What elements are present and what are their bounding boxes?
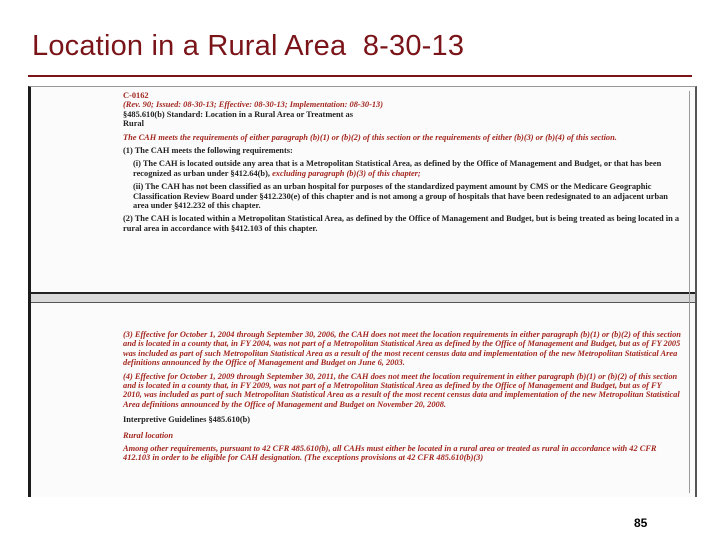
document-excerpt-top: [31, 87, 695, 292]
doc-rural-location-heading: Rural location: [123, 430, 174, 440]
title-underline: [28, 75, 692, 77]
doc-rural-location-text: Among other requirements, pursuant to 42 CFR 485.610(b), all CAHs must either be located in a rural area or treated as rural in accordance with 42 CFR 412.103 in order to be eligible for CAH designation. (The exceptions provisions at 42 CFR 485.610(b)(3): [123, 444, 657, 463]
doc-p1-ii: (ii) The CAH has not been classified as an urban hospital for purposes of the standardized payment amount by CMS or the Medicare Geographic Classification Review Board under §412.230(e) of this chapter and is not among a group of hospitals that have been redesignated to an adjacent urban area under §412.232 of this chapter.: [133, 182, 668, 211]
doc-revision: (Rev. 90; Issued: 08-30-13; Effective: 08-30-13; Implementation: 08-30-13): [123, 100, 384, 110]
doc-standard-line2: Rural: [123, 119, 144, 129]
doc-p1-heading: (1) The CAH meets the following requirements:: [123, 146, 293, 156]
document-image: [28, 86, 697, 497]
document-excerpt-bottom: [31, 300, 695, 497]
doc-guidelines-heading: Interpretive Guidelines §485.610(b): [123, 415, 251, 425]
doc-tag: C-0162: [123, 91, 149, 100]
doc-p2: (2) The CAH is located within a Metropolitan Statistical Area, as defined by the Office of Management and Budget, but is being treated as being located in a rural area in accordance with §412.103 of this chapter.: [123, 214, 680, 233]
doc-standard-line1: §485.610(b) Standard: Location in a Rural Area or Treatment as: [123, 109, 354, 119]
doc-p1-i-exclusion: excluding paragraph (b)(3) of this chapter;: [272, 168, 421, 178]
doc-intro: The CAH meets the requirements of either paragraph (b)(1) or (b)(2) of this section or the requirements of either (b)(3) or (b)(4) of this section.: [123, 132, 617, 142]
slide-title: Location in a Rural Area 8-30-13: [32, 30, 465, 62]
doc-p4: (4) Effective for October 1, 2009 through September 30, 2011, the CAH does not meet the location requirement in either paragraph (b)(1) or (b)(2) of this section and is located in a county that, in FY 2009, was not part of a Metropolitan Statistical Area as defined by the Office of Management and Budget, but as of FY 2010, was included as part of such Metropolitan Statistical Area as a result of the most recent census data and implementation of the new Metropolitan Statistical Area definitions announced by the Office of Management and Budget on November 20, 2008.: [123, 371, 680, 409]
doc-p1-i-text: (i) The CAH is located outside any area that is a Metropolitan Statistical Area, as defined by the Office of Management and Budget, or that has been recognized as urban under §412.64(b),: [133, 159, 662, 178]
page-number: 85: [634, 516, 648, 530]
doc-p3: (3) Effective for October 1, 2004 through September 30, 2006, the CAH does not meet the location requirements in either paragraph (b)(1) or (b)(2) of this section and is located in a county that, in FY 2004, was not part of a Metropolitan Statistical Area as defined by the Office of Management and Budget, but as of FY 2005 was included as part of such Metropolitan Statistical Area as a result of the most recent census data and implementation of the new Metropolitan Statistical Area definitions announced by the Office of Management and Budget on June 6, 2003.: [123, 330, 681, 368]
doc-p1-i: [123, 159, 681, 178]
